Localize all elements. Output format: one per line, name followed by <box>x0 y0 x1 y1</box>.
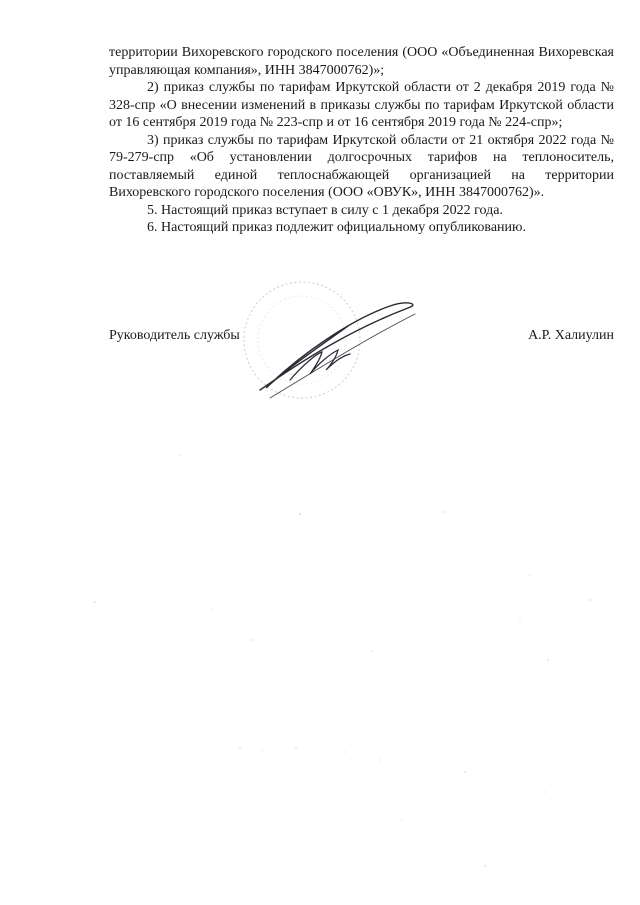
paragraph-item-3: 3) приказ службы по тарифам Иркутской области от 21 октября 2022 года № 79-279-спр «Об установлении долгосрочных тарифов на теплоноситель, поставляемый единой теплоснабжающей организацией на территории Вихоревского городского поселения (ООО «ОВУК», ИНН 3847000762)». <box>109 132 614 200</box>
paragraph-item-2: 2) приказ службы по тарифам Иркутской области от 2 декабря 2019 года № 328-спр «О внесении изменений в приказы службы по тарифам Иркутской области от 16 сентября 2019 года № 223-спр и от 16 сентября 2019 года № 224-спр»; <box>109 80 614 130</box>
paragraph-item-6: 6. Настоящий приказ подлежит официальному опубликованию. <box>147 220 526 235</box>
paragraph-item-5: 5. Настоящий приказ вступает в силу с 1 декабря 2022 года. <box>147 202 503 218</box>
paragraph-continuation: территории Вихоревского городского поселения (ООО «Объединенная Вихоревская управляющая компания», ИНН 3847000762)»; <box>109 45 614 78</box>
signatory-title: Руководитель службы <box>109 328 240 343</box>
signatory-name: А.Р. Халиулин <box>528 328 614 343</box>
